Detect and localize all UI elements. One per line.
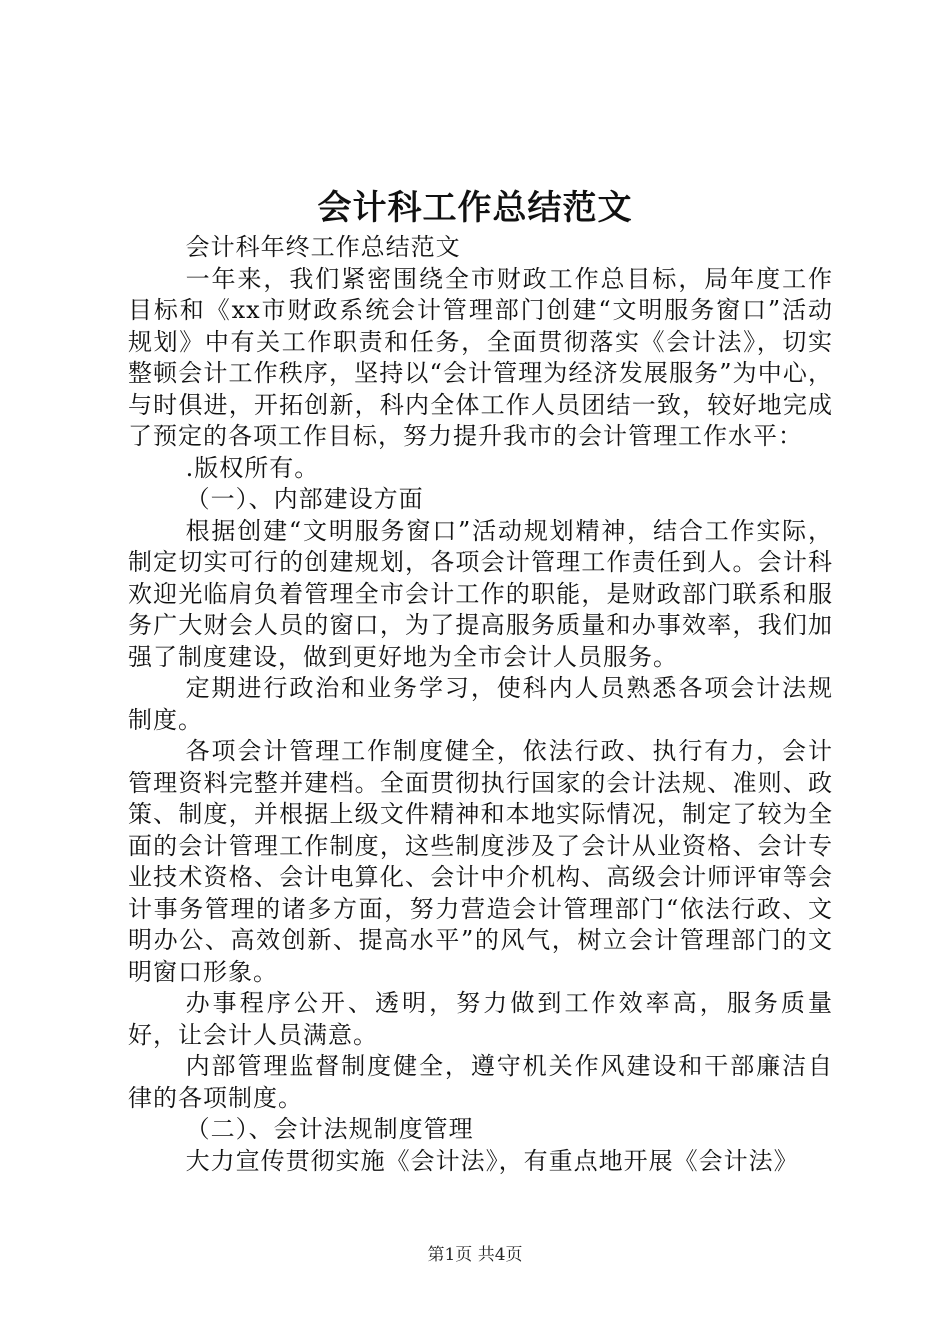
paragraph-procedure: 办事程序公开、透明，努力做到工作效率高，服务质量好，让会计人员满意。 [128, 989, 833, 1049]
paragraph-subtitle: 会计科年终工作总结范文 [185, 233, 461, 261]
section-heading-internal: （一）、内部建设方面 [185, 485, 424, 513]
paragraph-study: 定期进行政治和业务学习，使科内人员熟悉各项会计法规制度。 [128, 674, 833, 734]
paragraph-supervision: 内部管理监督制度健全，遵守机关作风建设和干部廉洁自律的各项制度。 [128, 1052, 833, 1112]
paragraph-rules: 各项会计管理工作制度健全，依法行政、执行有力，会计管理资料完整并建档。全面贯彻执行国家的会计法规、准则、政策、制度，并根据上级文件精神和本地实际情况，制定了较为全面的会计管理工作制度，这些制度涉及了会计从业资格、会计专业技术资格、会计电算化、会计中介机构、高级会计师评审等会计事务管理的诸多方面，努力营造会计管理部门“依法行政、文明办公、高效创新、提高水平”的风气，树立会计管理部门的文明窗口形象。 [128, 737, 833, 986]
paragraph-copyright: .版权所有。 [185, 453, 320, 482]
paragraph-promotion: 大力宣传贯彻实施《会计法》，有重点地开展《会计法》 [185, 1146, 799, 1175]
document-body [128, 232, 833, 1177]
page-number: 第1页 共4页 [427, 1245, 523, 1265]
paragraph-internal-plan: 根据创建“文明服务窗口”活动规划精神，结合工作实际，制定切实可行的创建规划，各项会计管理工作责任到人。会计科欢迎光临肩负着管理全市会计工作的职能，是财政部门联系和服务广大财会人员的窗口，为了提高服务质量和办事效率，我们加强了制度建设，做到更好地为全市会计人员服务。 [128, 516, 833, 671]
document-title: 会计科工作总结范文 [317, 188, 633, 228]
section-heading-regulation: （二）、会计法规制度管理 [185, 1115, 474, 1143]
paragraph-intro: 一年来，我们紧密围绕全市财政工作总目标，局年度工作目标和《xx市财政系统会计管理部门创建“文明服务窗口”活动规划》中有关工作职责和任务，全面贯彻落实《会计法》，切实整顿会计工作秩序，坚持以“会计管理为经济发展服务”为中心，与时俱进，开拓创新，科内全体工作人员团结一致，较好地完成了预定的各项工作目标，努力提升我市的会计管理工作水平： [128, 264, 833, 450]
